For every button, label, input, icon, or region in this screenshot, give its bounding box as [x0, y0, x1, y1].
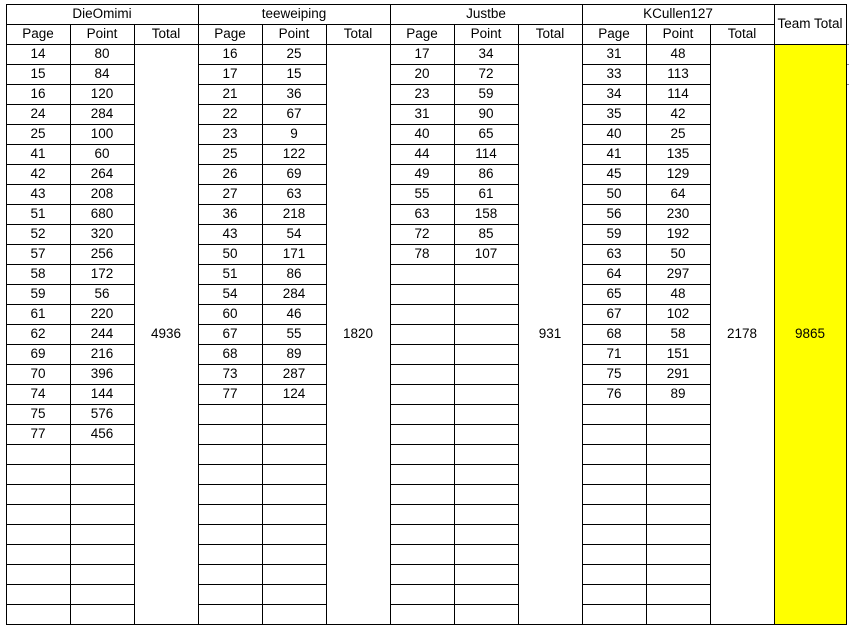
page-cell[interactable] — [390, 604, 454, 624]
player-total[interactable]: 931 — [538, 326, 562, 342]
page-cell[interactable]: 34 — [606, 86, 622, 102]
page-cell[interactable] — [390, 324, 454, 344]
point-cell[interactable] — [646, 424, 710, 444]
point-cell[interactable]: 122 — [282, 146, 306, 162]
point-cell[interactable]: 264 — [90, 166, 114, 182]
point-cell[interactable]: 25 — [670, 126, 686, 142]
page-cell[interactable]: 25 — [222, 146, 238, 162]
page-cell[interactable]: 41 — [606, 146, 622, 162]
page-cell[interactable] — [390, 344, 454, 364]
page-cell[interactable]: 49 — [414, 166, 430, 182]
page-cell[interactable] — [582, 404, 646, 424]
page-cell[interactable] — [198, 604, 262, 624]
point-cell[interactable]: 34 — [478, 46, 494, 62]
team-total-value[interactable]: 9865 — [794, 326, 826, 342]
point-cell[interactable] — [646, 564, 710, 584]
player-name-2: Justbe — [466, 6, 506, 22]
point-cell[interactable]: 151 — [666, 346, 690, 362]
page-cell[interactable] — [390, 524, 454, 544]
team-total-header: Team Total — [777, 16, 843, 32]
point-cell[interactable] — [262, 464, 326, 484]
point-cell[interactable]: 48 — [670, 286, 686, 302]
page-cell[interactable] — [582, 424, 646, 444]
page-cell[interactable]: 16 — [30, 86, 46, 102]
point-cell[interactable]: 291 — [666, 366, 690, 382]
page-cell[interactable]: 50 — [222, 246, 238, 262]
point-cell[interactable]: 64 — [670, 186, 686, 202]
point-cell[interactable] — [70, 464, 134, 484]
page-cell[interactable]: 74 — [30, 386, 46, 402]
page-cell[interactable]: 23 — [222, 126, 238, 142]
page-cell[interactable]: 22 — [222, 106, 238, 122]
page-cell[interactable] — [198, 544, 262, 564]
point-cell[interactable]: 230 — [666, 206, 690, 222]
point-cell[interactable]: 158 — [474, 206, 498, 222]
page-cell[interactable] — [198, 444, 262, 464]
player-total[interactable]: 2178 — [726, 326, 758, 342]
point-cell[interactable] — [70, 524, 134, 544]
column-header-point: Point — [470, 26, 502, 42]
point-cell[interactable]: 120 — [90, 86, 114, 102]
page-cell[interactable] — [198, 564, 262, 584]
page-cell[interactable] — [582, 464, 646, 484]
page-cell[interactable] — [6, 464, 70, 484]
point-cell[interactable] — [454, 524, 518, 544]
page-cell[interactable] — [582, 564, 646, 584]
page-cell[interactable] — [582, 524, 646, 544]
point-cell[interactable] — [454, 444, 518, 464]
page-cell[interactable]: 25 — [30, 126, 46, 142]
point-cell[interactable] — [646, 464, 710, 484]
page-cell[interactable]: 64 — [606, 266, 622, 282]
page-cell[interactable]: 78 — [414, 246, 430, 262]
point-cell[interactable]: 124 — [282, 386, 306, 402]
page-cell[interactable]: 44 — [414, 146, 430, 162]
point-cell[interactable] — [70, 584, 134, 604]
point-cell[interactable] — [262, 564, 326, 584]
point-cell[interactable] — [646, 444, 710, 464]
point-cell[interactable] — [262, 444, 326, 464]
page-cell[interactable] — [198, 484, 262, 504]
page-cell[interactable]: 27 — [222, 186, 238, 202]
column-header-total: Total — [343, 26, 373, 42]
point-cell[interactable] — [70, 444, 134, 464]
page-cell[interactable]: 14 — [30, 46, 46, 62]
page-cell[interactable] — [390, 424, 454, 444]
point-cell[interactable]: 15 — [286, 66, 302, 82]
page-cell[interactable] — [390, 464, 454, 484]
point-cell[interactable]: 36 — [286, 86, 302, 102]
point-cell[interactable] — [262, 524, 326, 544]
point-cell[interactable]: 284 — [282, 286, 306, 302]
page-cell[interactable]: 68 — [222, 346, 238, 362]
column-header-total: Total — [727, 26, 757, 42]
point-cell[interactable] — [454, 284, 518, 304]
point-cell[interactable] — [454, 364, 518, 384]
player-total[interactable]: 4936 — [150, 326, 182, 342]
point-cell[interactable]: 56 — [94, 286, 110, 302]
page-cell[interactable]: 55 — [414, 186, 430, 202]
point-cell[interactable] — [262, 604, 326, 624]
player-name-1: teeweiping — [261, 6, 327, 22]
page-cell[interactable] — [6, 444, 70, 464]
point-cell[interactable]: 107 — [474, 246, 498, 262]
point-cell[interactable]: 69 — [286, 166, 302, 182]
point-cell[interactable]: 129 — [666, 166, 690, 182]
point-cell[interactable] — [646, 604, 710, 624]
point-cell[interactable] — [454, 344, 518, 364]
point-cell[interactable]: 80 — [94, 46, 110, 62]
player-name-3: KCullen127 — [643, 6, 713, 22]
page-cell[interactable] — [6, 564, 70, 584]
point-cell[interactable]: 61 — [478, 186, 494, 202]
point-cell[interactable]: 144 — [90, 386, 114, 402]
point-cell[interactable]: 50 — [670, 246, 686, 262]
point-cell[interactable]: 216 — [90, 346, 114, 362]
point-cell[interactable]: 287 — [282, 366, 306, 382]
point-cell[interactable]: 65 — [478, 126, 494, 142]
page-cell[interactable]: 75 — [606, 366, 622, 382]
page-cell[interactable]: 43 — [222, 226, 238, 242]
point-cell[interactable] — [262, 544, 326, 564]
page-cell[interactable] — [582, 444, 646, 464]
point-cell[interactable]: 63 — [286, 186, 302, 202]
page-cell[interactable]: 76 — [606, 386, 622, 402]
point-cell[interactable]: 9 — [290, 126, 298, 142]
point-cell[interactable]: 297 — [666, 266, 690, 282]
point-cell[interactable] — [70, 544, 134, 564]
page-cell[interactable]: 63 — [414, 206, 430, 222]
column-header-page: Page — [406, 26, 438, 42]
page-cell[interactable]: 23 — [414, 86, 430, 102]
page-cell[interactable] — [6, 484, 70, 504]
point-cell[interactable]: 100 — [90, 126, 114, 142]
page-cell[interactable] — [198, 524, 262, 544]
point-cell[interactable]: 456 — [90, 426, 114, 442]
point-cell[interactable]: 208 — [90, 186, 114, 202]
point-cell[interactable]: 320 — [90, 226, 114, 242]
page-cell[interactable] — [198, 584, 262, 604]
page-cell[interactable]: 33 — [606, 66, 622, 82]
column-header-point: Point — [278, 26, 310, 42]
point-cell[interactable]: 135 — [666, 146, 690, 162]
page-cell[interactable] — [390, 384, 454, 404]
page-cell[interactable]: 17 — [222, 66, 238, 82]
point-cell[interactable] — [70, 564, 134, 584]
page-cell[interactable] — [198, 464, 262, 484]
page-cell[interactable]: 31 — [414, 106, 430, 122]
point-cell[interactable]: 680 — [90, 206, 114, 222]
grid-line-v — [846, 4, 847, 625]
page-cell[interactable] — [6, 584, 70, 604]
page-cell[interactable]: 56 — [606, 206, 622, 222]
page-cell[interactable]: 16 — [222, 46, 238, 62]
point-cell[interactable]: 89 — [670, 386, 686, 402]
page-cell[interactable]: 57 — [30, 246, 46, 262]
page-cell[interactable]: 17 — [414, 46, 430, 62]
page-cell[interactable]: 31 — [606, 46, 622, 62]
point-cell[interactable] — [454, 264, 518, 284]
point-cell[interactable] — [646, 544, 710, 564]
page-cell[interactable]: 62 — [30, 326, 46, 342]
page-cell[interactable]: 75 — [30, 406, 46, 422]
point-cell[interactable] — [454, 404, 518, 424]
page-cell[interactable] — [390, 284, 454, 304]
point-cell[interactable] — [262, 484, 326, 504]
point-cell[interactable]: 46 — [286, 306, 302, 322]
page-cell[interactable]: 65 — [606, 286, 622, 302]
point-cell[interactable] — [646, 584, 710, 604]
point-cell[interactable]: 218 — [282, 206, 306, 222]
point-cell[interactable]: 84 — [94, 66, 110, 82]
page-cell[interactable]: 70 — [30, 366, 46, 382]
page-cell[interactable]: 26 — [222, 166, 238, 182]
point-cell[interactable]: 576 — [90, 406, 114, 422]
page-cell[interactable]: 41 — [30, 146, 46, 162]
column-header-point: Point — [86, 26, 118, 42]
point-cell[interactable] — [454, 604, 518, 624]
point-cell[interactable]: 102 — [666, 306, 690, 322]
point-cell[interactable] — [454, 484, 518, 504]
point-cell[interactable] — [454, 424, 518, 444]
point-cell[interactable] — [70, 604, 134, 624]
point-cell[interactable]: 54 — [286, 226, 302, 242]
page-cell[interactable] — [390, 404, 454, 424]
page-cell[interactable] — [198, 404, 262, 424]
page-cell[interactable] — [390, 484, 454, 504]
page-cell[interactable] — [390, 444, 454, 464]
point-cell[interactable]: 72 — [478, 66, 494, 82]
point-cell[interactable] — [70, 504, 134, 524]
page-cell[interactable]: 77 — [222, 386, 238, 402]
page-cell[interactable] — [198, 504, 262, 524]
point-cell[interactable]: 60 — [94, 146, 110, 162]
player-name-0: DieOmimi — [72, 6, 132, 22]
page-cell[interactable]: 68 — [606, 326, 622, 342]
page-cell[interactable]: 50 — [606, 186, 622, 202]
page-cell[interactable]: 69 — [30, 346, 46, 362]
grid-line-h — [6, 624, 847, 625]
page-cell[interactable]: 51 — [30, 206, 46, 222]
page-cell[interactable]: 67 — [606, 306, 622, 322]
page-cell[interactable]: 77 — [30, 426, 46, 442]
point-cell[interactable]: 114 — [475, 146, 497, 162]
page-cell[interactable] — [6, 524, 70, 544]
page-cell[interactable]: 67 — [222, 326, 238, 342]
point-cell[interactable] — [646, 524, 710, 544]
point-cell[interactable]: 48 — [670, 46, 686, 62]
page-cell[interactable] — [6, 504, 70, 524]
point-cell[interactable] — [454, 304, 518, 324]
page-cell[interactable]: 59 — [606, 226, 622, 242]
point-cell[interactable]: 171 — [282, 246, 306, 262]
point-cell[interactable]: 42 — [670, 106, 686, 122]
point-cell[interactable]: 172 — [90, 266, 114, 282]
point-cell[interactable]: 55 — [286, 326, 302, 342]
point-cell[interactable]: 114 — [667, 86, 689, 102]
point-cell[interactable] — [454, 564, 518, 584]
page-cell[interactable]: 60 — [222, 306, 238, 322]
page-cell[interactable] — [6, 544, 70, 564]
column-header-total: Total — [151, 26, 181, 42]
point-cell[interactable] — [646, 504, 710, 524]
point-cell[interactable] — [262, 404, 326, 424]
point-cell[interactable] — [262, 424, 326, 444]
page-cell[interactable]: 54 — [222, 286, 238, 302]
page-cell[interactable] — [582, 504, 646, 524]
page-cell[interactable] — [582, 604, 646, 624]
page-cell[interactable]: 20 — [414, 66, 430, 82]
column-header-page: Page — [22, 26, 54, 42]
point-cell[interactable] — [70, 484, 134, 504]
page-cell[interactable]: 58 — [30, 266, 46, 282]
page-cell[interactable] — [390, 504, 454, 524]
page-cell[interactable] — [582, 544, 646, 564]
page-cell[interactable] — [390, 304, 454, 324]
point-cell[interactable]: 90 — [478, 106, 494, 122]
point-cell[interactable] — [262, 504, 326, 524]
point-cell[interactable]: 67 — [286, 106, 302, 122]
page-cell[interactable]: 36 — [222, 206, 238, 222]
page-cell[interactable]: 43 — [30, 186, 46, 202]
point-cell[interactable]: 192 — [666, 226, 690, 242]
point-cell[interactable]: 396 — [90, 366, 114, 382]
page-cell[interactable]: 59 — [30, 286, 46, 302]
page-cell[interactable]: 15 — [30, 66, 46, 82]
page-cell[interactable] — [390, 564, 454, 584]
point-cell[interactable]: 256 — [90, 246, 114, 262]
point-cell[interactable] — [454, 464, 518, 484]
point-cell[interactable] — [646, 404, 710, 424]
column-header-page: Page — [598, 26, 630, 42]
page-cell[interactable] — [390, 584, 454, 604]
point-cell[interactable] — [646, 484, 710, 504]
point-cell[interactable]: 25 — [286, 46, 302, 62]
page-cell[interactable] — [582, 584, 646, 604]
point-cell[interactable] — [454, 324, 518, 344]
point-cell[interactable] — [454, 504, 518, 524]
point-cell[interactable]: 244 — [90, 326, 114, 342]
page-cell[interactable]: 40 — [414, 126, 430, 142]
page-cell[interactable] — [390, 364, 454, 384]
page-cell[interactable]: 63 — [606, 246, 622, 262]
column-header-page: Page — [214, 26, 246, 42]
page-cell[interactable]: 71 — [606, 346, 622, 362]
page-cell[interactable]: 24 — [30, 106, 46, 122]
page-cell[interactable] — [6, 604, 70, 624]
player-total[interactable]: 1820 — [342, 326, 374, 342]
point-cell[interactable]: 220 — [90, 306, 114, 322]
page-cell[interactable]: 35 — [606, 106, 622, 122]
point-cell[interactable]: 113 — [667, 66, 689, 82]
page-cell[interactable] — [390, 264, 454, 284]
point-cell[interactable]: 59 — [478, 86, 494, 102]
point-cell[interactable] — [454, 584, 518, 604]
page-cell[interactable]: 52 — [30, 226, 46, 242]
page-cell[interactable]: 73 — [222, 366, 238, 382]
column-header-point: Point — [662, 26, 694, 42]
page-cell[interactable] — [198, 424, 262, 444]
point-cell[interactable]: 58 — [670, 326, 686, 342]
page-cell[interactable]: 51 — [222, 266, 238, 282]
point-cell[interactable]: 86 — [478, 166, 494, 182]
page-cell[interactable]: 21 — [222, 86, 238, 102]
page-cell[interactable]: 42 — [30, 166, 46, 182]
page-cell[interactable] — [582, 484, 646, 504]
point-cell[interactable] — [454, 544, 518, 564]
page-cell[interactable]: 72 — [414, 226, 430, 242]
page-cell[interactable]: 61 — [30, 306, 46, 322]
page-cell[interactable]: 40 — [606, 126, 622, 142]
point-cell[interactable] — [262, 584, 326, 604]
point-cell[interactable]: 89 — [286, 346, 302, 362]
page-cell[interactable] — [390, 544, 454, 564]
point-cell[interactable]: 284 — [90, 106, 114, 122]
point-cell[interactable]: 86 — [286, 266, 302, 282]
column-header-total: Total — [535, 26, 565, 42]
point-cell[interactable] — [454, 384, 518, 404]
point-cell[interactable]: 85 — [478, 226, 494, 242]
page-cell[interactable]: 45 — [606, 166, 622, 182]
